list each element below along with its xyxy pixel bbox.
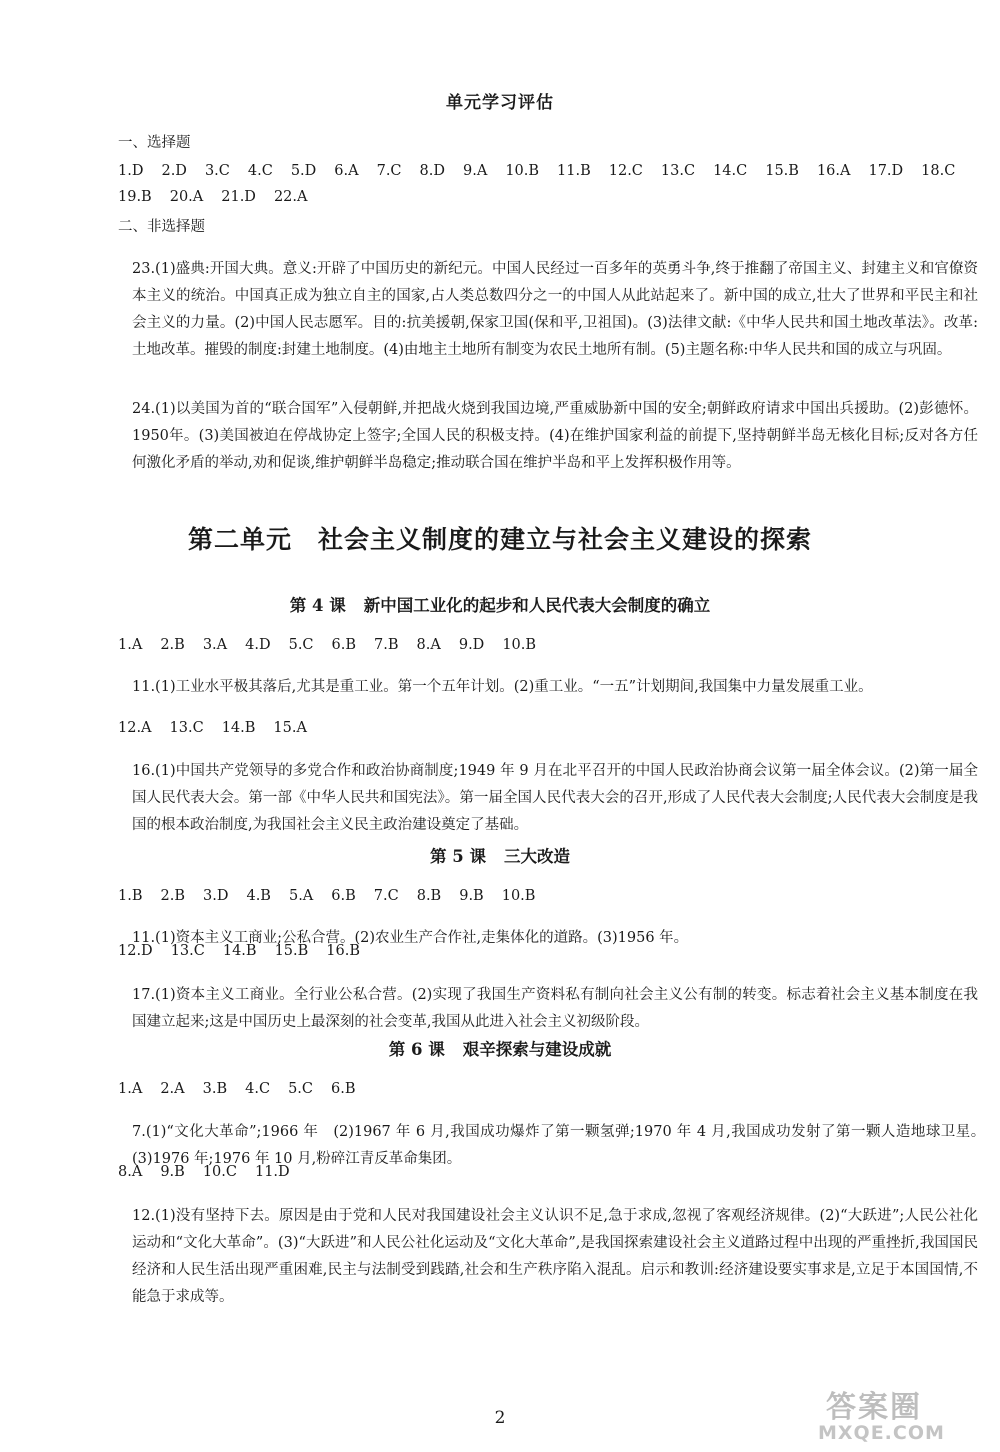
answer-item: 8.A xyxy=(118,1164,143,1180)
answer-item: 4.C xyxy=(245,1081,271,1097)
lesson-6-answer-q12: 12.(1)没有坚持下去。原因是由于党和人民对我国建设社会主义认识不足,急于求成,忽视了客观经济规律。(2)“大跃进”;人民公社化运动和“文化大革命”。(3)“大跃进”和人民公社化运动及“文化大革命”,是我国探索建设社会主义道路过程中出现的严重挫折,我国国民经济和人民生活出现严重困难,民主与法制受到践踏,社会和生产秩序陷入混乱。启示和教训:经济建设要实事求是,立足于本国国情,不能急于求成等。 xyxy=(132,1207,978,1305)
answer-item: 18.C xyxy=(921,163,956,179)
answer-item: 11.B xyxy=(557,163,591,179)
lesson-4-answers-12-15 xyxy=(118,715,978,741)
answer-item: 15.B xyxy=(765,163,799,179)
watermark-logo xyxy=(816,1380,986,1448)
answer-item: 15.B xyxy=(274,943,309,959)
answer-item: 12.C xyxy=(608,163,643,179)
lesson-6-heading xyxy=(0,1036,1000,1060)
lesson-5-heading xyxy=(0,843,1000,867)
answer-item: 5.C xyxy=(288,1081,313,1097)
answer-item: 13.C xyxy=(170,943,205,959)
answer-item: 4.C xyxy=(247,163,273,179)
lesson-5-answer-q17: 17.(1)资本主义工商业。全行业公私合营。(2)实现了我国生产资料私有制向社会主义公有制的转变。标志着社会主义基本制度在我国建立起来;这是中国历史上最深刻的社会变革,我国从此进入社会主义初级阶段。 xyxy=(132,986,978,1030)
answer-item: 1.D xyxy=(118,163,144,179)
lesson-5-answers-1-10 xyxy=(118,883,978,909)
answer-item: 9.B xyxy=(160,1164,185,1180)
answer-item: 19.B xyxy=(118,189,152,205)
answer-item: 13.C xyxy=(660,163,696,179)
lesson-6-answer-q7: 7.(1)“文化大革命”;1966 年 (2)1967 年 6 月,我国成功爆炸了第一颗氢弹;1970 年 4 月,我国成功发射了第一颗人造地球卫星。 (3)1976 年;1976 年 10 月,粉碎江青反革命集团。 xyxy=(132,1123,993,1167)
answer-item: 4.B xyxy=(246,888,271,904)
answer-item: 2.B xyxy=(160,888,185,904)
answer-item: 6.B xyxy=(331,637,357,653)
answer-item: 5.A xyxy=(288,888,314,904)
answer-item: 5.C xyxy=(288,637,314,653)
answer-item: 1.A xyxy=(118,637,143,653)
lesson-4-answer-q16: 16.(1)中国共产党领导的多党合作和政治协商制度;1949 年 9 月在北平召开的中国人民政治协商会议第一届全体会议。(2)第一届全国人民代表大会。第一部《中华人民共和国宪法》。第一届全国人民代表大会的召开,形成了人民代表大会制度;人民代表大会制度是我国的根本政治制度,为我国社会主义民主政治建设奠定了基础。 xyxy=(132,762,978,833)
answer-item: 6.B xyxy=(331,1081,356,1097)
page-number: 2 xyxy=(494,1408,506,1428)
answer-item: 3.C xyxy=(204,163,230,179)
non-multiple-choice-label: 二、非选择题 xyxy=(118,219,205,235)
lesson-number: 第 4 课 xyxy=(289,596,346,615)
lesson-title: 新中国工业化的起步和人民代表大会制度的确立 xyxy=(363,596,711,615)
watermark-title: 答案圈 xyxy=(826,1390,922,1425)
answer-item: 6.A xyxy=(334,163,359,179)
watermark-url: MXQE.COM xyxy=(818,1422,945,1444)
answer-item: 16.B xyxy=(326,943,360,959)
answer-q24: 24.(1)以美国为首的“联合国军”入侵朝鲜,并把战火烧到我国边境,严重威胁新中国的安全;朝鲜政府请求中国出兵援助。(2)彭德怀。1950年。(3)美国被迫在停战协定上签字;全国人民的积极支持。(4)在维护国家利益的前提下,坚持朝鲜半岛无核化目标;反对各方任何激化矛盾的举动,劝和促谈,维护朝鲜半岛稳定;推动联合国在维护半岛和平上发挥积极作用等。 xyxy=(132,400,978,471)
answer-item: 11.D xyxy=(254,1164,290,1180)
answer-item: 8.D xyxy=(419,163,445,179)
answer-item: 5.D xyxy=(290,163,317,179)
answer-item: 7.C xyxy=(376,163,402,179)
answer-item: 10.C xyxy=(202,1164,237,1180)
answer-item: 14.C xyxy=(713,163,748,179)
answer-item: 9.A xyxy=(463,163,488,179)
answer-item: 9.B xyxy=(459,888,484,904)
lesson-5-answer-q11: 11.(1)资本主义工商业;公私合营。(2)农业生产合作社,走集体化的道路。(3)1956 年。 xyxy=(132,929,689,946)
answer-item: 22.A xyxy=(273,189,308,205)
answer-item: 3.B xyxy=(202,1081,228,1097)
answer-item: 10.B xyxy=(501,888,536,904)
answer-item: 1.B xyxy=(118,888,143,904)
answer-item: 15.A xyxy=(273,720,307,736)
answer-item: 2.B xyxy=(160,637,185,653)
unit-title: 第二单元 社会主义制度的建立与社会主义建设的探索 xyxy=(187,525,812,554)
answer-item: 12.D xyxy=(118,943,153,959)
lesson-title: 三大改造 xyxy=(503,847,570,866)
answer-item: 2.D xyxy=(161,163,187,179)
lesson-title: 艰辛探索与建设成就 xyxy=(462,1040,612,1059)
answer-item: 12.A xyxy=(118,720,152,736)
answer-item: 14.B xyxy=(221,720,256,736)
answer-item: 4.D xyxy=(245,637,271,653)
answer-item: 7.C xyxy=(373,888,399,904)
lesson-number: 第 5 课 xyxy=(430,847,486,866)
multiple-choice-label: 一、选择题 xyxy=(118,135,191,151)
answer-item: 17.D xyxy=(868,163,904,179)
answer-item: 20.A xyxy=(169,189,204,205)
answer-item: 9.D xyxy=(458,637,485,653)
answer-item: 6.B xyxy=(331,888,356,904)
lesson-4-answer-q11: 11.(1)工业水平极其落后,尤其是重工业。第一个五年计划。(2)重工业。“一五”计划期间,我国集中力量发展重工业。 xyxy=(132,678,873,695)
lesson-4-answers-1-10 xyxy=(118,632,978,658)
lesson-6-answers-1-6 xyxy=(118,1076,978,1102)
answer-item: 16.A xyxy=(816,163,851,179)
answer-item: 3.A xyxy=(202,637,228,653)
answer-item: 2.A xyxy=(160,1081,185,1097)
answer-item: 8.A xyxy=(416,637,441,653)
answer-item: 3.D xyxy=(203,888,229,904)
answer-item: 10.B xyxy=(502,637,537,653)
answer-item: 7.B xyxy=(374,637,399,653)
answer-q23: 23.(1)盛典:开国大典。意义:开辟了中国历史的新纪元。中国人民经过一百多年的英勇斗争,终于推翻了帝国主义、封建主义和官僚资本主义的统治。中国真正成为独立自主的国家,占人类总数四分之一的中国人从此站起来了。新中国的成立,壮大了世界和平民主和社会主义的力量。(2)中国人民志愿军。目的:抗美援朝,保家卫国(保和平,卫祖国)。(3)法律文献:《中华人民共和国土地改革法》。改革:土地改革。摧毁的制度:封建土地制度。(4)由地主土地所有制变为农民土地所有制。(5)主题名称:中华人民共和国的成立与巩固。 xyxy=(132,260,978,358)
lesson-4-heading xyxy=(0,592,1000,616)
lesson-5-answers-12-16 xyxy=(118,938,978,964)
section-title-unit-evaluation: 单元学习评估 xyxy=(446,93,554,113)
answer-item: 13.C xyxy=(169,720,204,736)
answer-item: 21.D xyxy=(221,189,256,205)
answer-item: 14.B xyxy=(222,943,257,959)
answer-item: 10.B xyxy=(505,163,540,179)
answer-item: 1.A xyxy=(118,1081,143,1097)
lesson-6-answers-8-11 xyxy=(118,1159,978,1185)
answer-item: 8.B xyxy=(416,888,442,904)
multiple-choice-answers xyxy=(118,158,978,210)
lesson-number: 第 6 课 xyxy=(388,1040,445,1059)
